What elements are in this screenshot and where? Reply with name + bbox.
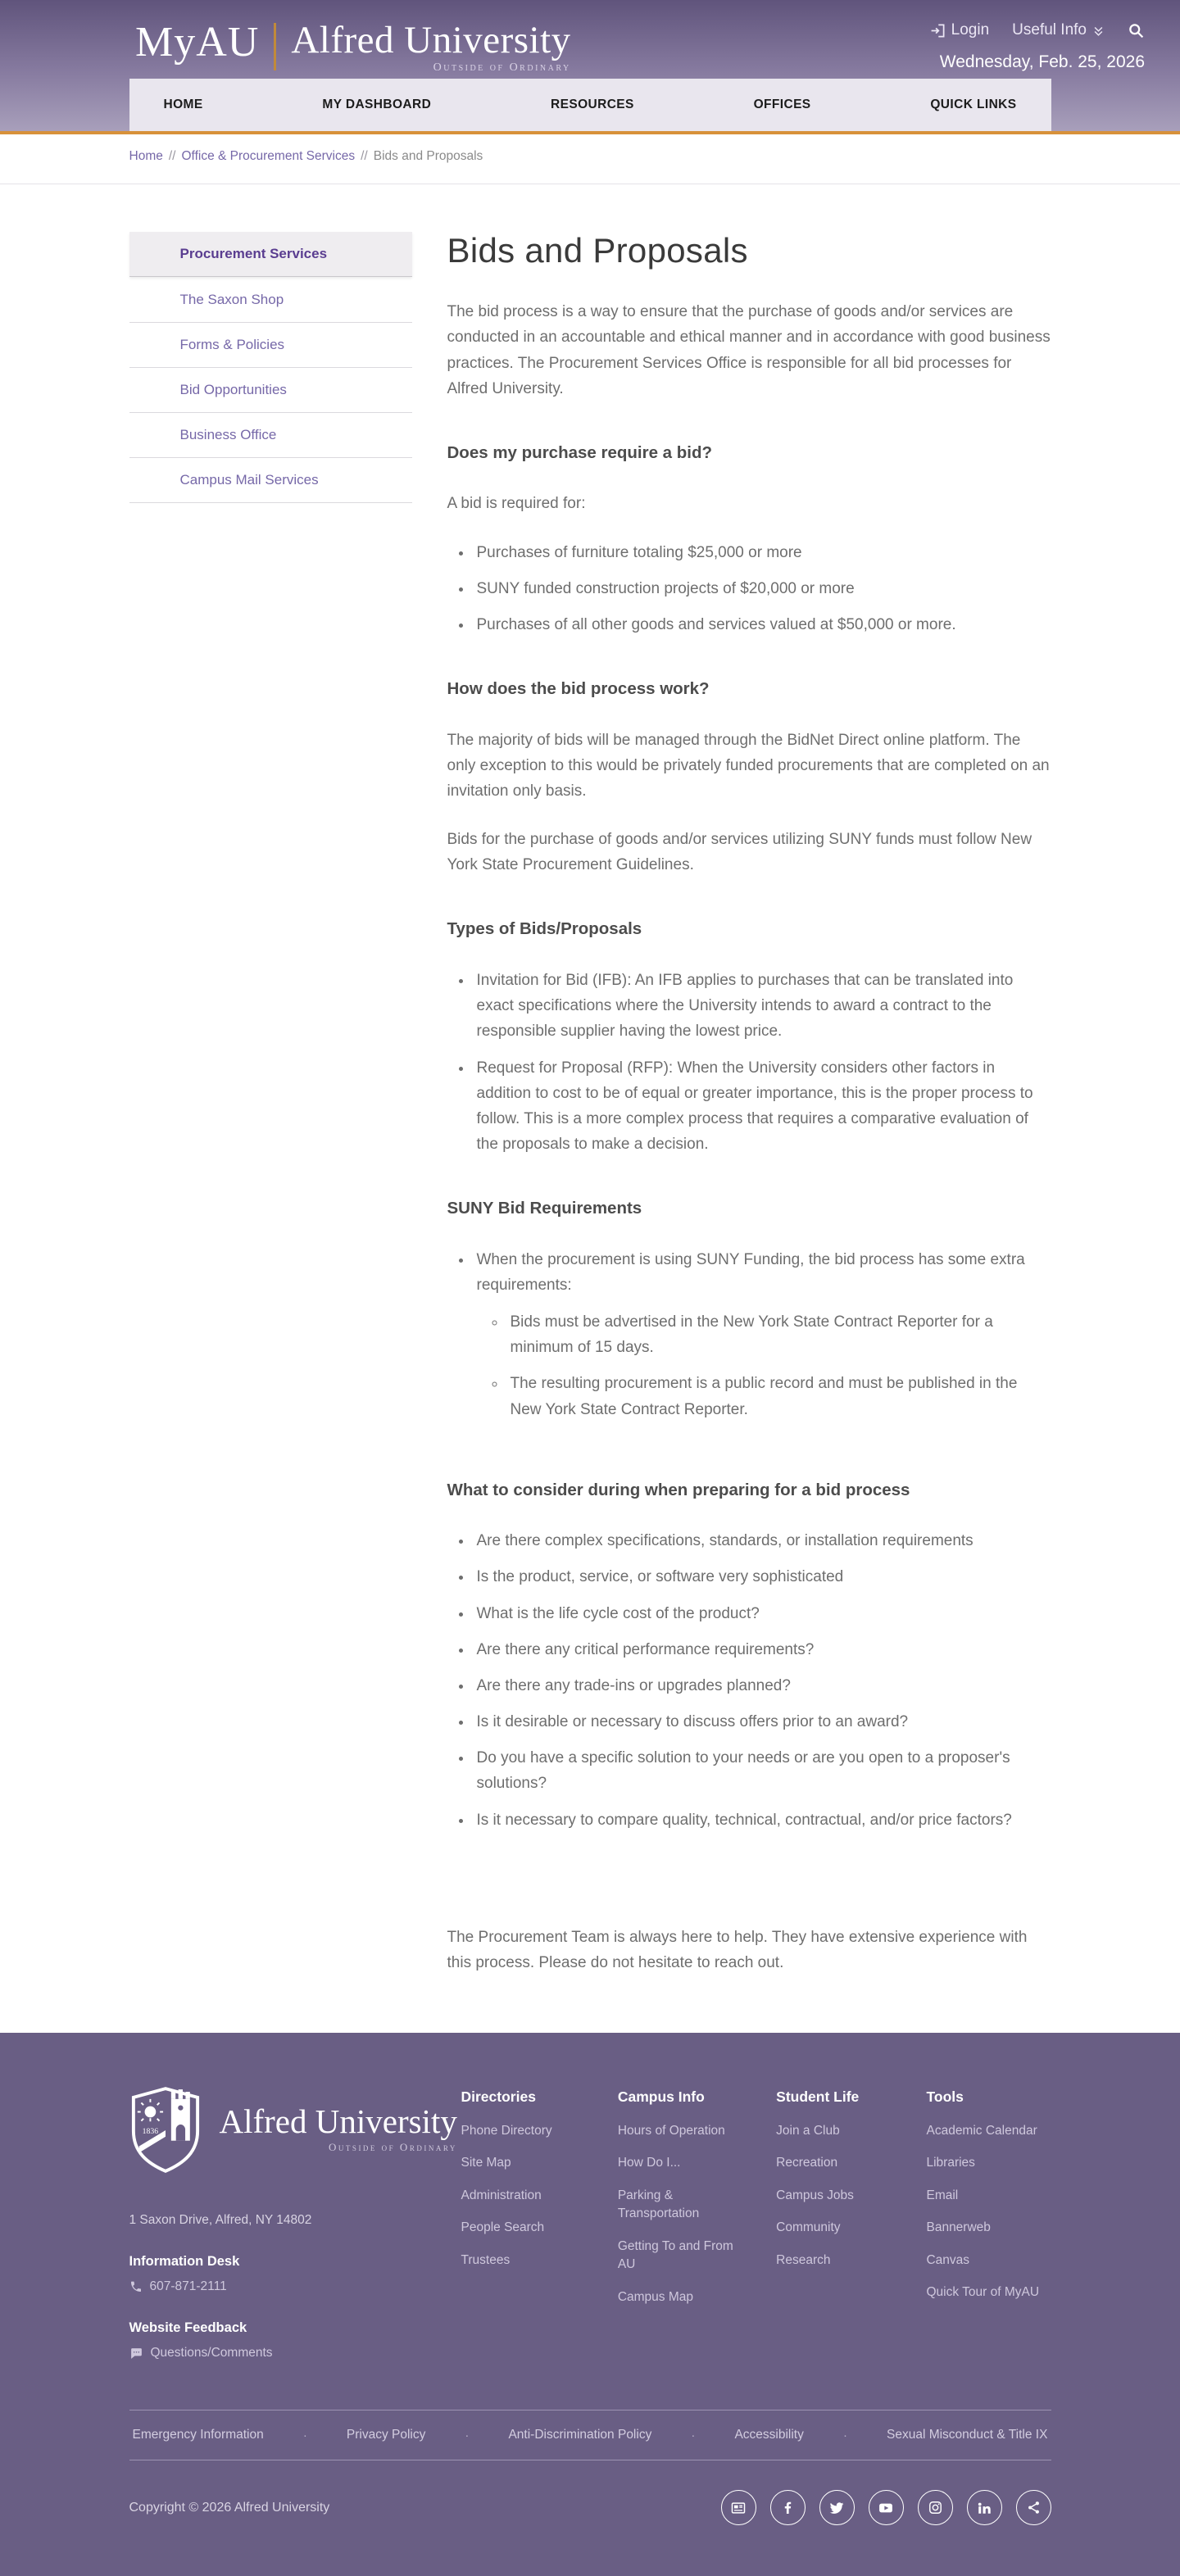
sidebar-item-procurement-services[interactable]: Procurement Services (129, 232, 412, 277)
breadcrumb-home-link[interactable]: Home (129, 149, 163, 163)
list-item: • Are there complex specifications, standards, or installation requirements (473, 1528, 1051, 1553)
linkedin-social-button[interactable] (967, 2490, 1002, 2525)
bid-required-list (447, 540, 1051, 637)
footer-link-people-search[interactable]: People Search (461, 2220, 545, 2235)
comment-bubble-icon (129, 2347, 143, 2361)
sidebar-item-business-office[interactable]: Business Office (129, 413, 412, 458)
sidebar-item-forms-policies[interactable]: Forms & Policies (129, 323, 412, 368)
news-icon (730, 2500, 747, 2516)
footer-link-canvas[interactable]: Canvas (926, 2252, 970, 2267)
footer-column-heading: Directories (461, 2088, 536, 2106)
heading-purchase-require-bid: Does my purchase require a bid? (447, 442, 713, 462)
footer-link-join-a-club[interactable]: Join a Club (776, 2124, 840, 2138)
section-sidebar (129, 232, 412, 2005)
footer-column-heading: Student Life (776, 2088, 860, 2106)
footer-link-bannerweb[interactable]: Bannerweb (926, 2220, 991, 2235)
breadcrumb-separator: // (361, 149, 368, 163)
useful-info-dropdown[interactable] (1012, 21, 1105, 39)
breadcrumb-current: Bids and Proposals (373, 149, 483, 163)
site-footer (0, 2033, 1180, 2576)
information-desk-heading: Information Desk (129, 2254, 240, 2270)
sidebar-item-campus-mail[interactable]: Campus Mail Services (129, 458, 412, 503)
university-shield-logo (129, 2085, 202, 2174)
bid-types-list (447, 968, 1051, 1157)
list-item: • Are there any critical performance requirements? (473, 1637, 1051, 1662)
twitter-social-button[interactable] (819, 2490, 855, 2525)
considerations-list (447, 1528, 1051, 1832)
twitter-icon (828, 2500, 845, 2516)
list-item: • Do you have a specific solution to your needs or are you open to a proposer's solutions? (473, 1745, 1051, 1796)
list-item: • Is it necessary to compare quality, technical, contractual, and/or price factors? (473, 1807, 1051, 1833)
nav-item-offices[interactable]: OFFICES (753, 98, 811, 111)
news-social-button[interactable] (721, 2490, 756, 2525)
footer-link-administration[interactable]: Administration (461, 2188, 542, 2202)
footer-column-heading: Tools (926, 2088, 964, 2106)
share-social-button[interactable] (1016, 2490, 1051, 2525)
phone-icon (129, 2280, 143, 2293)
list-item: • Invitation for Bid (IFB): An IFB applies to purchases that can be translated into exact specifications where the University intends to award a contract to the responsible supplier having the lowest price. (473, 968, 1051, 1044)
logo-tagline: Outside of Ordinary (433, 61, 571, 74)
questions-comments-link[interactable]: Questions/Comments (150, 2346, 273, 2361)
nav-item-resources[interactable]: RESOURCES (551, 98, 634, 111)
footer-link-academic-calendar[interactable]: Academic Calendar (926, 2124, 1037, 2138)
heading-suny-bid-requirements: SUNY Bid Requirements (447, 1199, 642, 1218)
legal-link-sexual-misconduct-title-ix[interactable]: Sexual Misconduct & Title IX (887, 2428, 1048, 2442)
footer-link-research[interactable]: Research (776, 2252, 831, 2267)
footer-column-campus-info (618, 2088, 749, 2361)
website-feedback-heading: Website Feedback (129, 2320, 247, 2336)
footer-column-heading: Campus Info (617, 2088, 705, 2106)
footer-link-hours-of-operation[interactable]: Hours of Operation (617, 2124, 725, 2138)
legal-separator: · (691, 2428, 696, 2442)
nav-item-my-dashboard[interactable]: MY DASHBOARD (322, 98, 432, 111)
footer-link-parking-transportation[interactable]: Parking & Transportation (617, 2188, 700, 2221)
footer-column-student-life (776, 2088, 899, 2361)
breadcrumb (129, 134, 1051, 184)
facebook-icon (780, 2500, 796, 2515)
main-article (447, 232, 1051, 2005)
list-item: • Are there any trade-ins or upgrades planned? (473, 1673, 1051, 1698)
list-item: ◦ The resulting procurement is a public record and must be published in the New York State Contract Reporter. (506, 1371, 1051, 1422)
intro-paragraph: The bid process is a way to ensure that the purchase of goods and/or services are conducted in an accountable and ethical manner and in accordance with good business practices. The Procurement Services Office is responsible for all bid processes for Alfred University. (447, 303, 1051, 397)
legal-link-accessibility[interactable]: Accessibility (734, 2428, 804, 2442)
search-button[interactable] (1128, 22, 1145, 39)
youtube-icon (878, 2500, 894, 2516)
logo-university-text: Alfred University (291, 19, 571, 61)
footer-link-how-do-i[interactable]: How Do I... (617, 2156, 681, 2170)
login-label: Login (951, 21, 990, 39)
legal-link-privacy-policy[interactable]: Privacy Policy (346, 2428, 426, 2442)
legal-separator: · (302, 2428, 307, 2442)
page-title: Bids and Proposals (447, 231, 748, 270)
youtube-social-button[interactable] (869, 2490, 904, 2525)
footer-link-email[interactable]: Email (926, 2188, 959, 2202)
list-item: • Purchases of all other goods and services valued at $50,000 or more. (473, 612, 1051, 637)
linkedin-icon (977, 2501, 992, 2515)
search-icon (1128, 22, 1145, 39)
facebook-social-button[interactable] (770, 2490, 806, 2525)
list-item: ◦ Bids must be advertised in the New York State Contract Reporter for a minimum of 15 days. (506, 1309, 1051, 1360)
heading-bid-process-work: How does the bid process work? (447, 679, 710, 699)
nav-item-home[interactable]: HOME (163, 98, 203, 111)
legal-separator: · (465, 2428, 470, 2442)
logo-divider (274, 23, 276, 70)
legal-separator: · (842, 2428, 847, 2442)
bid-process-paragraph-2: Bids for the purchase of goods and/or services utilizing SUNY funds must follow New York State Procurement Guidelines. (447, 831, 1032, 874)
footer-link-trustees[interactable]: Trustees (461, 2252, 511, 2267)
footer-link-quick-tour-myau[interactable]: Quick Tour of MyAU (926, 2285, 1040, 2300)
share-icon (1026, 2500, 1042, 2515)
information-desk-phone-link[interactable]: 607-871-2111 (149, 2279, 227, 2294)
main-nav (129, 79, 1051, 131)
current-date: Wednesday, Feb. 25, 2026 (939, 52, 1145, 71)
list-item: • Request for Proposal (RFP): When the University considers other factors in addition to cost to be of equal or greater importance, this is the proper process to follow. This is a more complex process that requires a comparative evaluation of the proposals to make a decision. (473, 1055, 1051, 1158)
social-links (721, 2490, 1051, 2525)
login-link[interactable] (930, 21, 990, 39)
footer-link-site-map[interactable]: Site Map (461, 2156, 511, 2170)
sidebar-item-bid-opportunities[interactable]: Bid Opportunities (129, 368, 412, 413)
sidebar-item-saxon-shop[interactable]: The Saxon Shop (129, 278, 412, 323)
list-item: • What is the life cycle cost of the product? (473, 1601, 1051, 1626)
list-item: • SUNY funded construction projects of $20,000 or more (473, 576, 1051, 601)
footer-column-directories (461, 2088, 591, 2361)
footer-column-tools (926, 2088, 1051, 2361)
legal-link-emergency-information[interactable]: Emergency Information (132, 2428, 264, 2442)
footer-link-getting-to-from-au[interactable]: Getting To and From AU (617, 2238, 733, 2272)
nav-item-quick-links[interactable]: QUICK LINKS (930, 98, 1017, 111)
list-item: • Is it desirable or necessary to discuss offers prior to an award? (473, 1709, 1051, 1735)
campus-address: 1 Saxon Drive, Alfred, NY 14802 (129, 2213, 312, 2228)
list-item: • Purchases of furniture totaling $25,000 or more (473, 540, 1051, 565)
footer-link-campus-jobs[interactable]: Campus Jobs (776, 2188, 854, 2202)
bid-required-lead: A bid is required for: (447, 495, 586, 513)
closing-paragraph: The Procurement Team is always here to help. They have extensive experience with this process. Please do not hesitate to reach out. (447, 1928, 1028, 1971)
breadcrumb-separator: // (168, 149, 176, 163)
footer-university-logo[interactable] (129, 2085, 461, 2174)
instagram-social-button[interactable] (918, 2490, 953, 2525)
list-item: • When the procurement is using SUNY Funding, the bid process has some extra requirements: ◦ Bids must be advertised in the New York State Contract Reporter for a minimum of 15 days. ◦ The resulting procurement is a public record and must be published in the New York State Contract Reporter. (473, 1247, 1051, 1422)
suny-requirements-list (447, 1247, 1051, 1422)
list-item: • Is the product, service, or software very sophisticated (473, 1564, 1051, 1590)
breadcrumb-office-procurement-link[interactable]: Office & Procurement Services (181, 149, 356, 163)
site-header (0, 0, 1180, 134)
login-icon (930, 23, 946, 39)
heading-types-of-bids: Types of Bids/Proposals (447, 919, 642, 939)
footer-link-community[interactable]: Community (776, 2220, 841, 2235)
breadcrumb-bar (0, 134, 1180, 184)
footer-link-campus-map[interactable]: Campus Map (617, 2289, 694, 2304)
svg-text:1836: 1836 (142, 2126, 158, 2136)
double-chevron-down-icon (1092, 25, 1105, 38)
footer-link-recreation[interactable]: Recreation (776, 2156, 838, 2170)
copyright-text: Copyright © 2026 Alfred University (129, 2500, 330, 2515)
instagram-icon (928, 2500, 943, 2515)
footer-university-wordmark: Alfred University (219, 2102, 457, 2141)
suny-requirements-sublist (477, 1309, 1051, 1422)
useful-info-label: Useful Info (1012, 21, 1087, 39)
myau-logo[interactable] (135, 21, 571, 75)
footer-legal-bar (129, 2410, 1051, 2460)
legal-link-anti-discrimination-policy[interactable]: Anti-Discrimination Policy (508, 2428, 652, 2442)
footer-university-tagline: Outside of Ordinary (329, 2141, 457, 2154)
heading-what-to-consider: What to consider during when preparing for a bid process (447, 1480, 910, 1499)
bid-process-paragraph-1: The majority of bids will be managed through the BidNet Direct online platform. The only exception to this would be privately funded procurements that are completed on an invitation only basis. (447, 731, 1050, 800)
footer-link-phone-directory[interactable]: Phone Directory (461, 2124, 552, 2138)
footer-link-libraries[interactable]: Libraries (926, 2156, 975, 2170)
logo-myau-text: MyAU (135, 19, 260, 66)
